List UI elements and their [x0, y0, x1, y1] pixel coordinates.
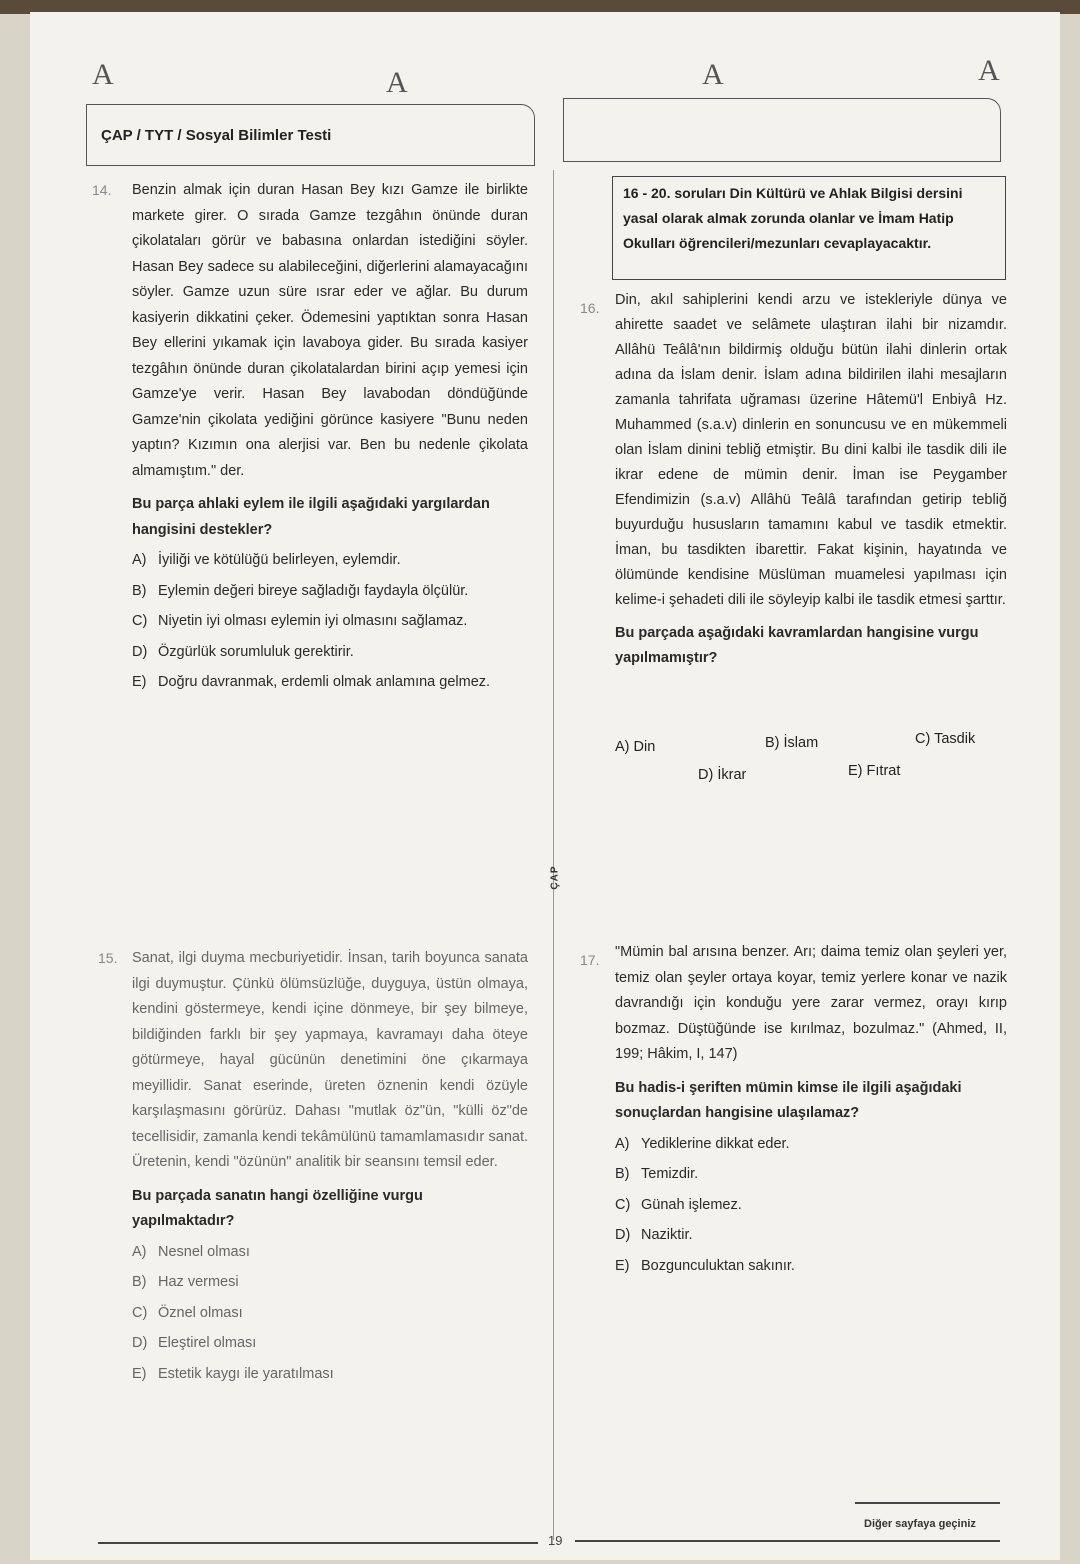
option-e[interactable]: E) Fıtrat — [848, 763, 901, 779]
side-label: ÇAP — [549, 865, 561, 890]
question-stem: Bu parçada sanatın hangi özelliğine vurgu yapılmaktadır? — [132, 1187, 423, 1229]
option-d[interactable]: D) Eleştirel olması — [132, 1335, 257, 1351]
question-text: "Mümin bal arısına benzer. Arı; daima temiz olan şeyleri yer, temiz olan şeyler ortaya koyar, temiz yerlere konar ve nazik davrandığı için konduğu yere zarar vermez, orayı kırıp bozmaz. Düştüğünde ise kırılmaz, bozulmaz." (Ahmed, II, 199; Hâkim, I, 147) — [615, 944, 1007, 1062]
option-c[interactable]: C) Tasdik — [915, 731, 976, 747]
option-d[interactable]: D) İkrar — [698, 767, 747, 783]
question-text: Din, akıl sahiplerini kendi arzu ve istekleriyle dünya ve ahirette saadet ve selâmete ulaştıran ilahi bir nizamdır. Allâhü Teâlâ'nın bildirmiş olduğu bütün ilahi dinlerin ortak adına da İslam denir. İslam adına bildirilen ilahi mesajların zamanla tahrifata uğraması üzerine Hâtemü'l Enbiyâ Hz. Muhammed (s.a.v) dinlerin en sonuncusu ve en mükemmeli olan İslam dinini tebliğ etmiştir. Bu dini kalbi ile tasdik dili ile ikrar edene de mümin denir. İman ise Peygamber Efendimizin (s.a.v) Allâhü Teâlâ tarafından getirip tebliğ buyurduğu hususların tamamını kabul ve tasdik etmektir. İman, bu tasdikten ibarettir. Fakat kişinin, hayatında ve ölümünde kendisine Müslüman muamelesi yapılması için kelime-i şehadeti dili ile söyleyip kalbi ile tasdik etmesi şarttır. — [615, 292, 1007, 608]
question-number: 17. — [580, 952, 600, 968]
test-title: ÇAP / TYT / Sosyal Bilimler Testi — [101, 127, 332, 144]
option-a[interactable]: A) Din — [615, 739, 656, 755]
question-14 — [132, 178, 528, 696]
option-e[interactable]: E) Estetik kaygı ile yaratılması — [132, 1365, 334, 1382]
option-a[interactable]: A) İyiliği ve kötülüğü belirleyen, eylemdir. — [132, 552, 401, 568]
booklet-letter: A — [978, 54, 1000, 87]
question-text: Sanat, ilgi duyma mecburiyetidir. İnsan, tarih boyunca sanata ilgi duymuştur. Çünkü ölümsüzlüğe, duyguya, üstün olmaya, kendini göstermeye, kendi içine dönmeye, bir şey bilmeye, bildiğinden farklı bir şey yapmaya, kavramayı daha öteye götürmeye, hayal gücünün denetimini öne çıkarmaya meyillidir. Sanat eserinde, üreten öznenin kendi özüyle karşılaşmasını görürüz. Dahası "mutlak öz"ün, "külli öz"de tecellisidir, zamanla kendi tekâmülünü tamamlamasıdır sanat. Üretenin, kendi "özünün" analitik bir seansını temsil eder. — [132, 950, 528, 1170]
question-stem: Bu hadis-i şeriften mümin kimse ile ilgili aşağıdaki sonuçlardan hangisine ulaşılamaz? — [615, 1079, 962, 1121]
question-stem: Bu parçada aşağıdaki kavramlardan hangisine vurgu yapılmamıştır? — [615, 625, 979, 666]
question-number: 14. — [92, 182, 112, 198]
header-box-right — [563, 98, 1001, 162]
option-d[interactable]: D) Naziktir. — [615, 1227, 693, 1243]
test-title-box — [86, 104, 535, 166]
question-number: 16. — [580, 300, 600, 316]
option-c[interactable]: C) Niyetin iyi olması eylemin iyi olmasını sağlamaz. — [132, 613, 468, 629]
footer-rule-right — [575, 1540, 1000, 1542]
section-notice: 16 - 20. soruları Din Kültürü ve Ahlak Bilgisi dersini yasal olarak almak zorunda olanlar ve İmam Hatip Okulları öğrencileri/mezunları cevaplayacaktır. — [612, 176, 1006, 280]
question-16 — [615, 288, 1007, 671]
question-text: Benzin almak için duran Hasan Bey kızı Gamze ile birlikte markete girer. O sırada Gamze tezgâhın önünde duran çikolataları görür ve babasına onlardan istediğini söyler. Hasan Bey sadece su alabileceğini, diğerlerini alamayacağını söyler. Gamze uzun süre ısrar eder ve ağlar. Bu durum kasiyerin dikkatini çeker. Ödemesini yaptıktan sonra Hasan Bey ellerini yıkamak için lavaboya gider. Bu sırada kasiyer tezgâhın önünde duran çikolatalardan birini açıp yemesi için Gamze'ye verir. Hasan Bey lavabodan döndüğünde Gamze'nin çikolata yediğini görünce kasiyere "Bunu neden yaptın? Kızımın ona alerjisi var. Ben bu nedenle çikolata almamıştım." der. — [132, 182, 528, 479]
option-b[interactable]: B) İslam — [765, 735, 819, 751]
option-b[interactable]: B) Eylemin değeri bireye sağladığı faydayla ölçülür. — [132, 582, 469, 599]
question-15 — [132, 946, 528, 1387]
option-b[interactable]: B) Temizdir. — [615, 1166, 699, 1182]
footer-rule-left — [98, 1542, 538, 1544]
option-a[interactable]: A) Nesnel olması — [132, 1243, 250, 1260]
option-e[interactable]: E) Bozgunculuktan sakınır. — [615, 1257, 795, 1274]
option-e[interactable]: E) Doğru davranmak, erdemli olmak anlamına gelmez. — [132, 674, 491, 690]
option-a[interactable]: A) Yediklerine dikkat eder. — [615, 1135, 790, 1152]
booklet-letter: A — [92, 58, 114, 91]
option-c[interactable]: C) Öznel olması — [132, 1304, 243, 1321]
column-divider — [553, 170, 554, 1540]
footer-rule-next — [855, 1502, 1000, 1504]
question-17 — [615, 940, 1007, 1279]
booklet-letter: A — [702, 58, 724, 91]
question-number: 15. — [98, 950, 118, 966]
page-number: 19 — [548, 1533, 563, 1548]
booklet-letter: A — [386, 66, 408, 99]
question-stem: Bu parça ahlaki eylem ile ilgili aşağıdaki yargılardan hangisini destekler? — [132, 496, 490, 538]
option-c[interactable]: C) Günah işlemez. — [615, 1196, 742, 1213]
option-b[interactable]: B) Haz vermesi — [132, 1274, 239, 1290]
next-page-note: Diğer sayfaya geçiniz — [864, 1518, 976, 1530]
option-d[interactable]: D) Özgürlük sorumluluk gerektirir. — [132, 643, 354, 660]
